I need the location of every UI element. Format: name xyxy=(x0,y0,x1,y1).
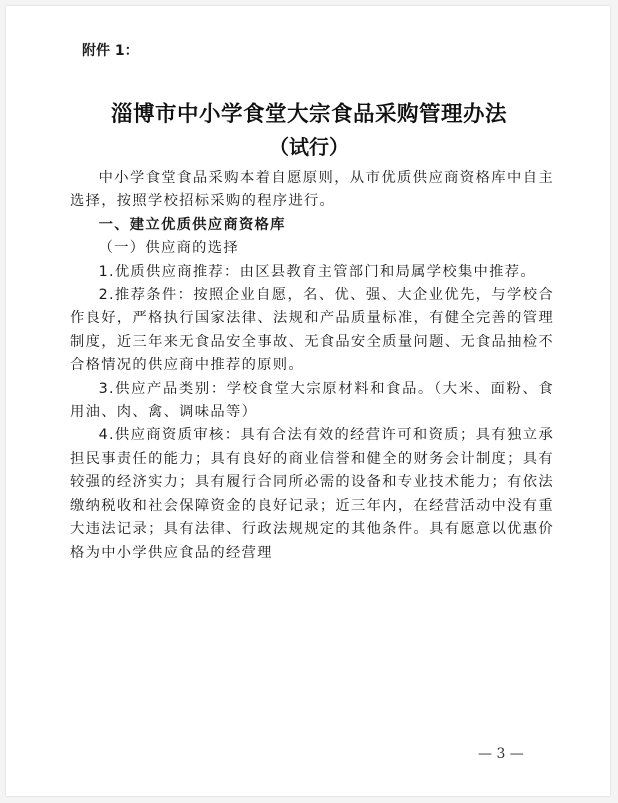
page-number: — 3 — xyxy=(478,746,524,762)
body-paragraph: 2.推荐条件：按照企业自愿，名、优、强、大企业优先，与学校合作良好，严格执行国家法律、法规和产品质量标准，有健全完善的管理制度，近三年来无食品安全事故、无食品安全质量问题、无食品抽检不合格情况的供应商中推荐的原则。 xyxy=(70,287,554,374)
body-paragraph: 3.供应产品类别：学校食堂大宗原材料和食品。（大米、面粉、食用油、肉、禽、调味品等） xyxy=(70,380,554,421)
document-body xyxy=(70,167,554,565)
section-heading: 一、建立优质供应商资格库 xyxy=(98,216,286,233)
body-paragraph: 4.供应商资质审核：具有合法有效的经营许可和资质；具有独立承担民事责任的能力；具有良好的商业信誉和健全的财务会计制度；具有较强的经济实力；具有履行合同所必需的设备和专业技术能力；有依法缴纳税收和社会保障资金的良好记录；近三年内，在经营活动中没有重大违法记录；具有法律、行政法规规定的其他条件。具有愿意以优惠价格为中小学供应食品的经营理 xyxy=(70,427,554,561)
annex-label: 附件 1： xyxy=(82,43,139,59)
body-paragraph: 1.优质供应商推荐：由区县教育主管部门和局属学校集中推荐。 xyxy=(98,263,536,280)
subsection-heading: （一）供应商的选择 xyxy=(98,240,239,257)
document-subtitle: （试行） xyxy=(269,135,349,159)
document-title: 淄博市中小学食堂大宗食品采购管理办法 xyxy=(110,102,507,127)
intro-paragraph: 中小学食堂食品采购本着自愿原则，从市优质供应商资格库中自主选择，按照学校招标采购的程序进行。 xyxy=(70,170,554,210)
